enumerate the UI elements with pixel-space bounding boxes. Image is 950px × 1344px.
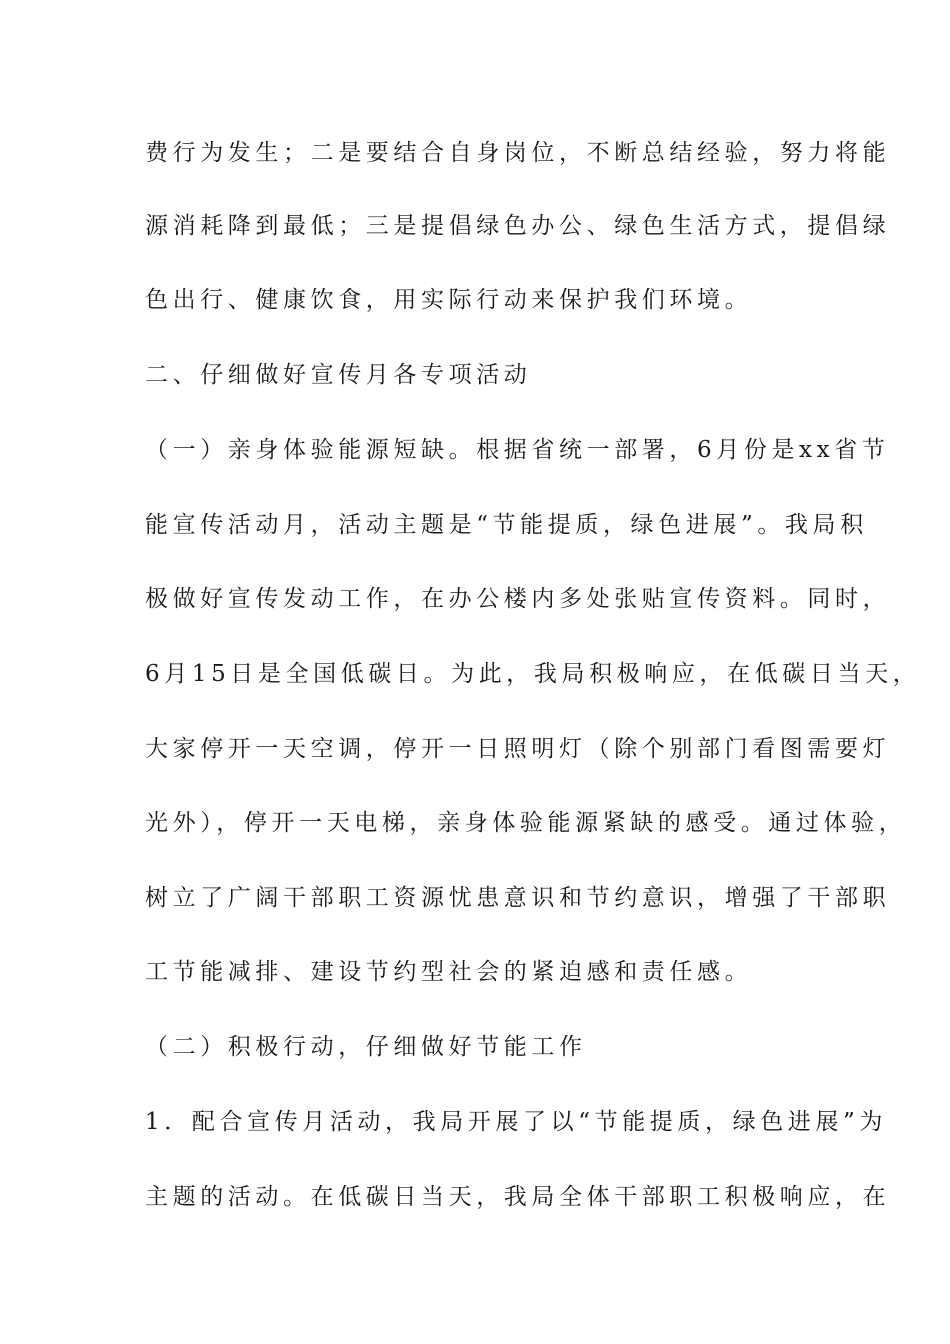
text-line-12: 工节能减排、建设节约型社会的紧迫感和责任感。: [145, 959, 753, 985]
text-line-15: 主题的活动。在低碳日当天，我局全体干部职工积极响应，在: [145, 1184, 891, 1210]
text-line-11: 树立了广阔干部职工资源忧患意识和节约意识，增强了干部职: [145, 885, 891, 911]
text-line-7: 极做好宣传发动工作，在办公楼内多处张贴宣传资料。同时，: [145, 586, 891, 612]
text-line-10: 光外），停开一天电梯，亲身体验能源紧缺的感受。通过体验，: [145, 810, 907, 836]
text-line-6: 能宣传活动月，活动主题是“节能提质，绿色进展”。我局积: [145, 512, 868, 538]
text-line-9: 大家停开一天空调，停开一日照明灯（除个别部门看图需要灯: [145, 736, 891, 762]
text-line-2: 源消耗降到最低；三是提倡绿色办公、绿色生活方式，提倡绿: [145, 213, 891, 239]
text-line-3: 色出行、健康饮食，用实际行动来保护我们环境。: [145, 287, 753, 313]
text-line-5: （一）亲身体验能源短缺。根据省统一部署，6月份是xx省节: [145, 437, 890, 463]
subsection-heading-2: （二）积极行动，仔细做好节能工作: [145, 1034, 587, 1060]
text-line-14: 1．配合宣传月活动，我局开展了以“节能提质，绿色进展”为: [145, 1109, 887, 1135]
text-line-1: 费行为发生；二是要结合自身岗位，不断总结经验，努力将能: [145, 140, 891, 166]
text-line-8: 6月15日是全国低碳日。为此，我局积极响应，在低碳日当天，: [145, 661, 921, 687]
section-heading-2: 二、仔细做好宣传月各专项活动: [145, 362, 532, 388]
